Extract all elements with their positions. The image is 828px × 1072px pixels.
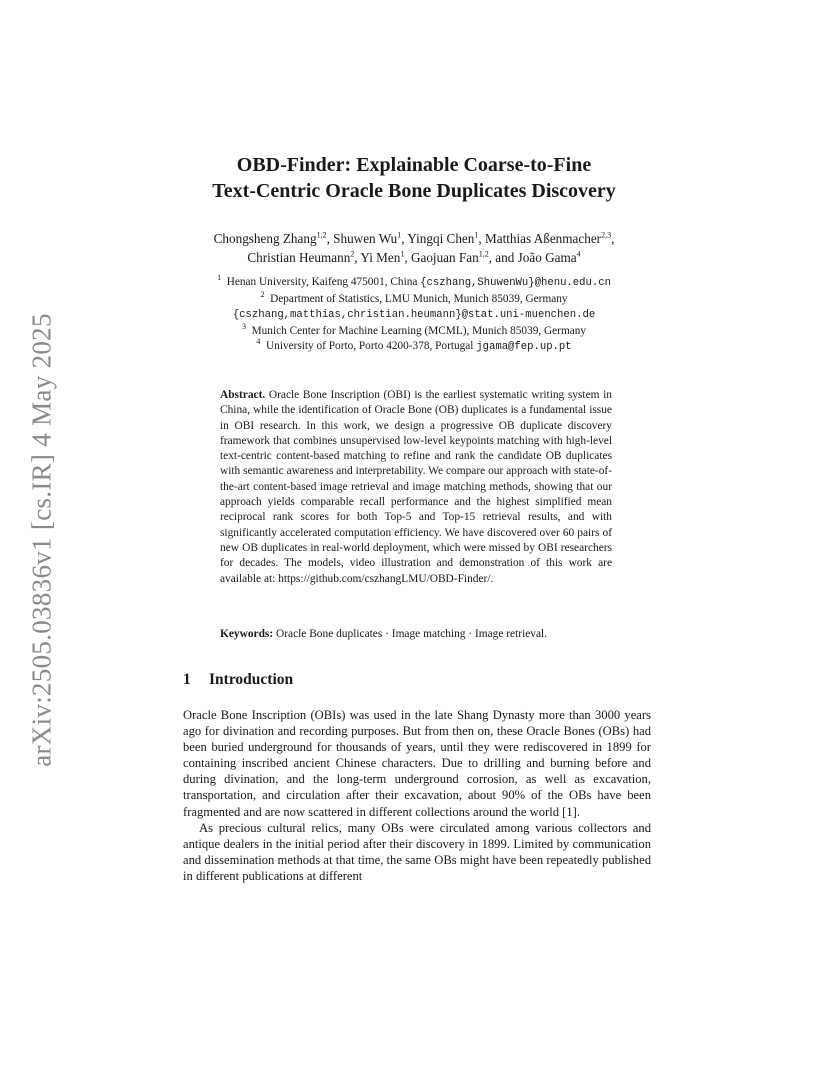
affiliation-email[interactable]: {cszhang,ShuwenWu}@henu.edu.cn bbox=[420, 277, 611, 289]
body-paragraph: Oracle Bone Inscription (OBIs) was used in the late Shang Dynasty more than 3000 years ago for divination and recording purposes. But from then on, these Oracle Bones (OBs) had been buried underground for thousands of years, until they were rediscovered in 1899 for containing inscribed ancient Chinese characters. Due to drilling and burning before and during divination, and the long-term underground corrosion, as well as excavation, transportation, and circulation after their excavation, about 90% of the OBs have been fragmented and are now scattered in different collections around the world [1]. bbox=[183, 708, 651, 819]
author-name: Yingqi Chen bbox=[407, 231, 475, 246]
keywords-text: Oracle Bone duplicates · Image matching · Image retrieval. bbox=[276, 628, 548, 640]
author-affiliation-mark: 1 bbox=[474, 230, 479, 240]
author-affiliation-mark: 1,2 bbox=[478, 249, 489, 259]
author-name: Christian Heumann bbox=[247, 250, 351, 265]
author-affiliation-mark: 1 bbox=[397, 230, 402, 240]
author-line-2 bbox=[150, 248, 678, 267]
author-separator: , bbox=[326, 231, 334, 246]
author-separator: , bbox=[354, 250, 361, 265]
affiliation-item bbox=[150, 307, 678, 324]
author-separator: , bbox=[404, 250, 411, 265]
abstract-label: Abstract. bbox=[220, 389, 266, 401]
arxiv-identifier-text: arXiv:2505.03836v1 [cs.IR] 4 May 2025 bbox=[26, 313, 57, 767]
affiliation-email[interactable]: {cszhang,matthias,christian.heumann}@stat.uni-muenchen.de bbox=[232, 309, 596, 322]
paper-title bbox=[150, 152, 678, 204]
author-separator: , and bbox=[488, 250, 518, 265]
section-title: Introduction bbox=[209, 671, 294, 688]
author-affiliation-mark: 4 bbox=[576, 249, 581, 259]
affiliation-number: 3 bbox=[241, 322, 246, 332]
body-text bbox=[183, 707, 651, 884]
affiliation-item bbox=[150, 339, 678, 356]
author-name: Chongsheng Zhang bbox=[213, 231, 317, 246]
affiliation-item bbox=[150, 275, 678, 292]
author-line-1 bbox=[150, 229, 678, 248]
affiliation-number: 4 bbox=[256, 337, 261, 347]
abstract-block bbox=[220, 388, 612, 587]
arxiv-identifier-stamp bbox=[22, 310, 62, 770]
affiliation-number: 2 bbox=[260, 289, 265, 299]
section-number: 1 bbox=[183, 671, 191, 688]
body-paragraph: As precious cultural relics, many OBs were circulated among various collectors and antique dealers in the initial period after their discovery in 1899. Limited by communication and dissemination methods at that time, the same OBs might have been repeatedly published in different publications at different bbox=[183, 820, 651, 883]
affiliation-text: University of Porto, Porto 4200-378, Portugal bbox=[266, 340, 477, 353]
author-name: Yi Men bbox=[360, 250, 401, 265]
keywords-block bbox=[220, 627, 620, 642]
affiliation-email[interactable]: jgama@fep.up.pt bbox=[476, 341, 572, 354]
author-affiliation-mark: 2 bbox=[350, 249, 355, 259]
author-affiliation-mark: 1,2 bbox=[316, 230, 327, 240]
affiliation-item bbox=[150, 324, 678, 340]
abstract-text: Oracle Bone Inscription (OBI) is the earliest systematic writing system in China, while the identification of Oracle Bone (OB) duplicates is a fundamental issue in OBI research. In this work, we design a progressive OB duplicate discovery framework that combines unsupervised low-level keypoints matching with high-level text-centric content-based matching to refine and rank the candidate OB duplicates with semantic awareness and interpretability. We compare our approach with state-of-the-art content-based image retrieval and image matching methods, showing that our approach yields comparable recall performance and the highest simplified mean reciprocal rank scores for both Top-5 and Top-15 retrieval results, and with significantly accelerated computation efficiency. We have discovered over 60 pairs of new OB duplicates in real-world deployment, which were missed by OBI researchers for decades. The models, video illustration and demonstration of this work are available at: https://github.com/cszhangLMU/OBD-Finder/. bbox=[220, 389, 613, 585]
title-line-2: Text-Centric Oracle Bone Duplicates Discovery bbox=[212, 180, 616, 202]
keywords-label: Keywords: bbox=[220, 628, 274, 640]
affiliation-text: Department of Statistics, LMU Munich, Munich 85039, Germany bbox=[270, 292, 568, 305]
author-name: Matthias Aßenmacher bbox=[484, 231, 602, 246]
author-affiliation-mark: 2,3 bbox=[601, 230, 612, 240]
section-heading bbox=[183, 671, 293, 689]
author-name: Gaojuan Fan bbox=[410, 250, 479, 265]
author-name: Shuwen Wu bbox=[333, 231, 398, 246]
author-list bbox=[150, 229, 678, 267]
affiliation-text: Munich Center for Machine Learning (MCML), Munich 85039, Germany bbox=[251, 324, 587, 337]
author-name: João Gama bbox=[517, 250, 577, 265]
author-affiliation-mark: 1 bbox=[400, 249, 405, 259]
affiliation-text: Henan University, Kaifeng 475001, China bbox=[226, 276, 421, 288]
author-separator: , bbox=[401, 231, 408, 246]
title-line-1: OBD-Finder: Explainable Coarse-to-Fine bbox=[236, 154, 592, 176]
affiliation-number: 1 bbox=[217, 273, 222, 283]
affiliation-item bbox=[150, 289, 678, 308]
author-separator: , bbox=[478, 231, 485, 246]
affiliation-list bbox=[150, 275, 678, 356]
author-separator: , bbox=[611, 231, 615, 246]
